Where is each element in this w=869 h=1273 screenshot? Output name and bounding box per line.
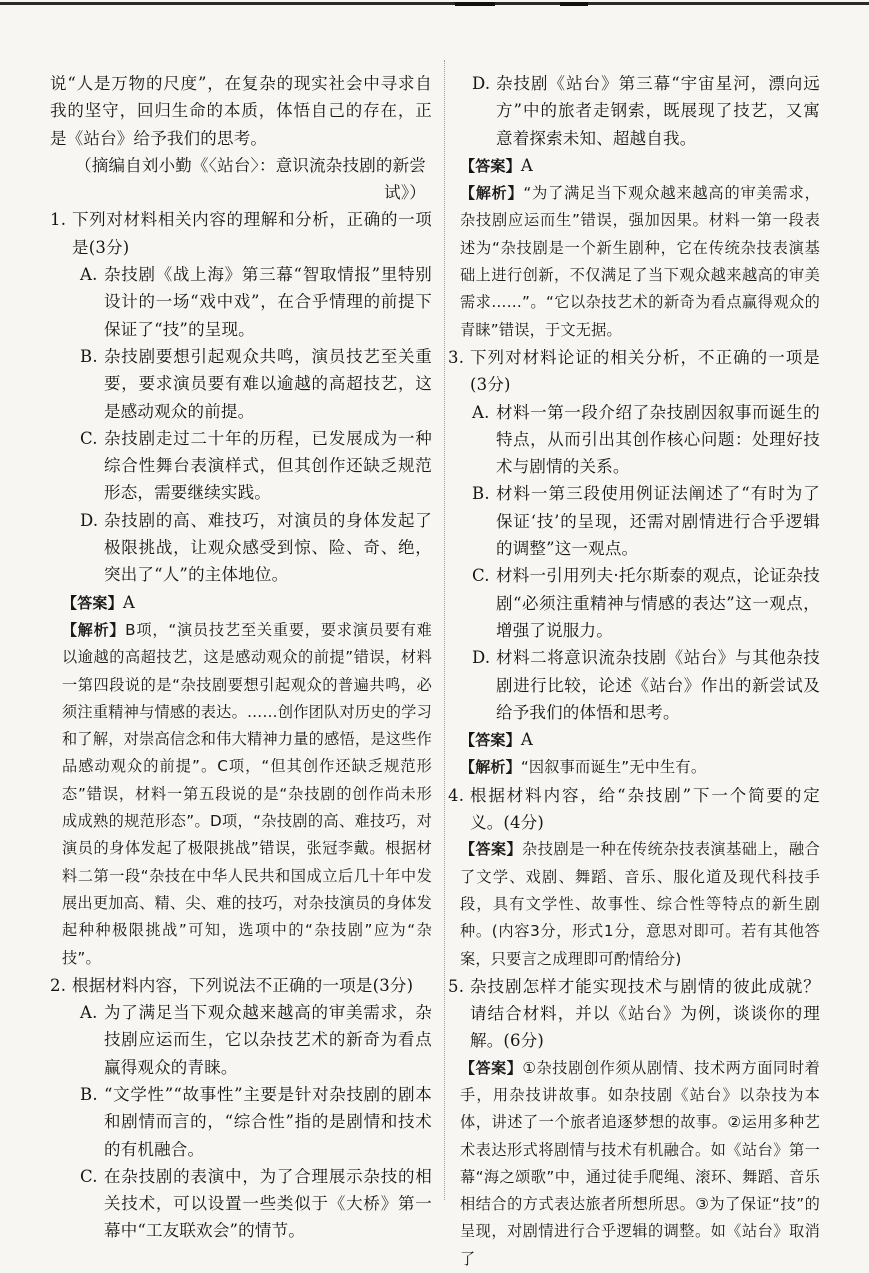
explain-text: “因叙事而诞生”无中生有。 <box>520 758 707 777</box>
question-2 <box>50 972 432 999</box>
answer-block <box>460 1055 820 1273</box>
answer-value: A <box>122 592 135 612</box>
option-text: 杂技剧要想引起观众共鸣，演员技艺至关重要，要求演员要有难以逾越的高超技艺，这是感动观众的前提。 <box>104 346 432 421</box>
option-text: 为了满足当下观众越来越高的审美需求，杂技剧应运而生，它以杂技艺术的新奇为看点赢得观众的青睐。 <box>104 1003 432 1077</box>
explain-tag: 【解析】 <box>62 620 126 639</box>
explanation <box>460 180 820 344</box>
option-b <box>472 480 820 562</box>
option-text: “文学性”“故事性”主要是针对杂技剧的剧本和剧情而言的，“综合性”指的是剧情和技术的有机融合。 <box>104 1084 432 1159</box>
explanation <box>62 617 432 972</box>
option-label: C. <box>80 1166 98 1186</box>
option-label: C. <box>80 428 98 448</box>
option-label: D. <box>472 74 491 93</box>
option-text: 杂技剧《战上海》第三幕“智取情报”里特别设计的一场“戏中戏”，在合乎情理的前提下保证了“技”的呈现。 <box>104 265 432 339</box>
option-d <box>472 70 820 152</box>
option-label: A. <box>80 1003 98 1023</box>
top-mark <box>455 2 495 6</box>
option-label: C. <box>472 566 490 586</box>
answer-line <box>460 152 820 180</box>
question-stem: 杂技剧怎样才能实现技术与剧情的彼此成就？请结合材料，并以《站台》为例，谈谈你的理解。(6分) <box>470 976 820 1051</box>
question-stem: 根据材料内容，下列说法不正确的一项是(3分) <box>72 975 414 995</box>
option-text: 材料二将意识流杂技剧《站台》与其他杂技剧进行比较，论述《站台》作出的新尝试及给予我们的体悟和思考。 <box>496 648 820 722</box>
right-column <box>448 70 820 1273</box>
option-text: 材料一引用列夫·托尔斯泰的观点，论证杂技剧“必须注重精神与情感的表达”这一观点，增强了说服力。 <box>496 566 820 640</box>
option-b <box>80 343 432 425</box>
answer-tag: 【答案】 <box>460 840 523 859</box>
option-b <box>80 1081 432 1163</box>
column-divider <box>444 60 445 1200</box>
option-label: D. <box>80 510 99 530</box>
option-d <box>80 507 432 589</box>
option-a <box>80 261 432 343</box>
option-label: A. <box>472 402 490 422</box>
option-label: A. <box>80 265 98 285</box>
option-label: D. <box>472 648 491 668</box>
answer-tag: 【答案】 <box>460 156 521 175</box>
option-label: B. <box>80 346 98 366</box>
option-c <box>472 562 820 644</box>
answer-value: A <box>520 155 533 175</box>
intro-paragraph: 说“人是万物的尺度”，在复杂的现实社会中寻求自我的坚守，回归生命的本质，体悟自己的存在，正是《站台》给予我们的思考。 <box>50 74 432 148</box>
question-number: 1. <box>50 210 67 230</box>
question-stem: 根据材料内容，给“杂技剧”下一个简要的定义。(4分) <box>470 785 820 833</box>
answer-text: ①杂技剧创作须从剧情、技术两方面同时着手，用杂技讲故事。如杂技剧《站台》以杂技为本体，讲述了一个旅者追逐梦想的故事。②运用多种艺术表达形式将剧情与技术有机融合。如《站台》第一幕“海之颂歌”中，通过徒手爬绳、滚环、舞蹈、音乐相结合的方式表达旅者所想所思。③为了保证“技”的呈现，对剧情进行合乎逻辑的调整。如《站台》取消了 <box>460 1058 820 1268</box>
question-3 <box>448 344 820 399</box>
option-c <box>80 425 432 507</box>
option-label: B. <box>80 1084 98 1104</box>
option-c <box>80 1163 432 1245</box>
explain-tag: 【解析】 <box>460 184 524 203</box>
explain-tag: 【解析】 <box>460 758 521 777</box>
answer-value: A <box>520 730 533 750</box>
option-text: 在杂技剧的表演中，为了合理展示杂技的相关技术，可以设置一些类似于《大桥》第一幕中“工友联欢会”的情节。 <box>104 1166 432 1241</box>
answer-tag: 【答案】 <box>460 1058 523 1077</box>
question-1 <box>50 206 432 261</box>
answer-block <box>460 836 820 972</box>
explain-text: “为了满足当下观众越来越高的审美需求，杂技剧应运而生”错误，强加因果。材料一第一段表述为“杂技剧是一个新生剧种，它在传统杂技表演基础上进行创新，不仅满足了当下观众越来越高的审美需求……”。“它以杂技艺术的新奇为看点赢得观众的青睐”错误，于文无据。 <box>460 184 820 339</box>
option-text: 杂技剧《站台》第三幕“宇宙星河，漂向远方”中的旅者走钢索，既展现了技艺，又寓意着探索未知、超越自我。 <box>496 74 820 148</box>
option-label: B. <box>472 484 490 504</box>
option-text: 材料一第一段介绍了杂技剧因叙事而诞生的特点，从而引出其创作核心问题：处理好技术与剧情的关系。 <box>496 402 820 477</box>
left-column <box>50 70 432 1245</box>
answer-line <box>460 726 820 754</box>
question-stem: 下列对材料相关内容的理解和分析，正确的一项是(3分) <box>72 210 432 257</box>
top-rule <box>0 2 869 5</box>
explain-text: B项，“演员技艺至关重要，要求演员要有难以逾越的高超技艺，这是感动观众的前提”错误，材料一第四段说的是“杂技剧要想引起观众的普遍共鸣，必须注重精神与情感的表达。……创作团队对历史的学习和了解，对崇高信念和伟大精神力量的感悟，是这些作品感动观众的前提”。C项，“但其创作还缺乏规范形态”错误，材料一第五段说的是“杂技剧的创作尚未形成成熟的规范形态”。D项，“杂技剧的高、难技巧，对演员的身体发起了极限挑战”错误，张冠李戴。根据材料二第一段“杂技在中华人民共和国成立后几十年中发展出更加高、精、尖、难的技巧，对杂技演员的身体发起种种极限挑战”可知，选项中的“杂技剧”应为“杂技”。 <box>62 620 432 967</box>
source-citation: （摘编自刘小勤《〈站台〉：意识流杂技剧的新尝试》） <box>75 155 426 203</box>
option-text: 材料一第三段使用例证法阐述了“有时为了保证‘技’的呈现，还需对剧情进行合乎逻辑的调整”这一观点。 <box>496 484 820 559</box>
option-a <box>472 399 820 481</box>
question-number: 4. <box>448 785 465 805</box>
question-stem: 下列对材料论证的相关分析，不正确的一项是(3分) <box>470 347 820 395</box>
question-number: 2. <box>50 975 67 995</box>
answer-line <box>62 589 432 617</box>
top-mark <box>560 2 588 6</box>
option-a <box>80 999 432 1081</box>
question-number: 5. <box>448 976 465 996</box>
question-5 <box>448 973 820 1055</box>
option-d <box>472 644 820 726</box>
explanation <box>460 754 820 781</box>
question-4 <box>448 782 820 837</box>
answer-tag: 【答案】 <box>460 731 521 750</box>
option-text: 杂技剧的高、难技巧，对演员的身体发起了极限挑战，让观众感受到惊、险、奇、绝，突出了“人”的主体地位。 <box>104 510 432 585</box>
answer-text: 杂技剧是一种在传统杂技表演基础上，融合了文学、戏剧、舞蹈、音乐、服化道及现代科技手段，具有文学性、故事性、综合性等特点的新生剧种。(内容3分，形式1分，意思对即可。若有其他答案，只要言之成理即可酌情给分) <box>460 840 820 968</box>
answer-tag: 【答案】 <box>62 593 123 612</box>
option-text: 杂技剧走过二十年的历程，已发展成为一种综合性舞台表演样式，但其创作还缺乏规范形态，需要继续实践。 <box>104 428 432 503</box>
question-number: 3. <box>448 347 465 367</box>
